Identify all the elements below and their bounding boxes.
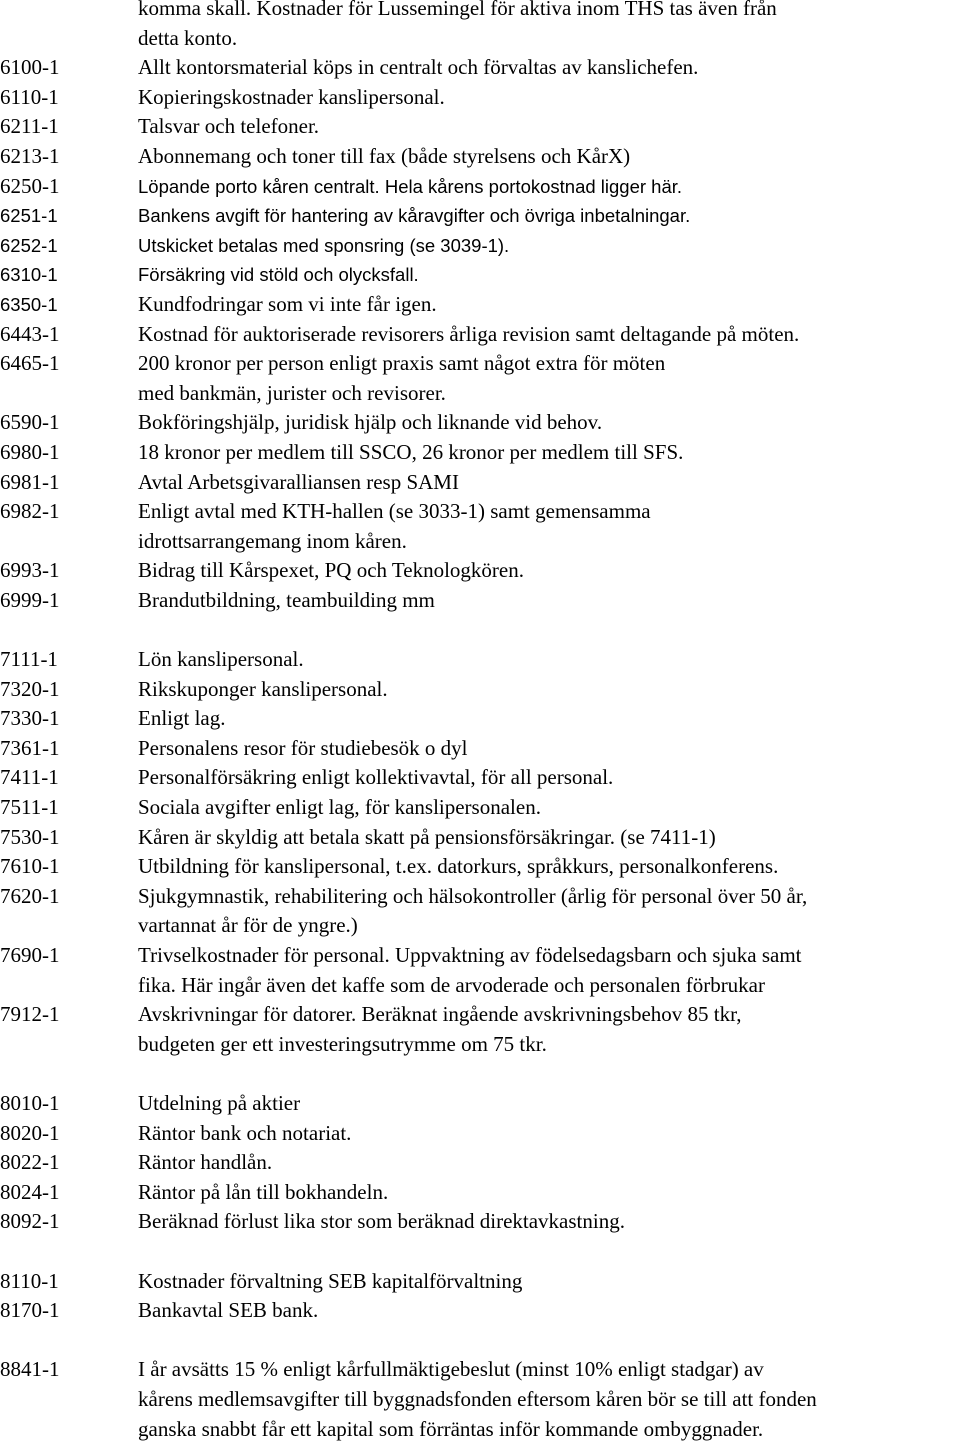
account-entry (0, 1355, 960, 1444)
description-line: Kostnad för auktoriserade revisorers årliga revision samt deltagande på möten. (138, 321, 800, 346)
account-code: 6100-1 (0, 55, 60, 80)
description-line: Kopieringskostnader kanslipersonal. (138, 84, 445, 109)
account-description (138, 704, 960, 734)
account-code: 7411-1 (0, 765, 59, 790)
account-code: 6250-1 (0, 173, 60, 198)
account-code: 6993-1 (0, 558, 60, 583)
account-description (138, 882, 960, 941)
account-description (138, 0, 960, 53)
description-line: Personalförsäkring enligt kollektivavtal, för all personal. (138, 765, 614, 790)
account-code: 8170-1 (0, 1298, 60, 1323)
account-entry (0, 1207, 960, 1237)
account-entry (0, 497, 960, 556)
description-line: Rikskuponger kanslipersonal. (138, 676, 388, 701)
description-line: I år avsätts 15 % enligt kårfullmäktigebeslut (minst 10% enligt stadgar) av (138, 1357, 764, 1382)
description-line: 200 kronor per person enligt praxis samt något extra för möten (138, 351, 666, 376)
account-entry (0, 882, 960, 941)
description-line: Trivselkostnader för personal. Uppvaktning av födelsedagsbarn och sjuka samt (138, 943, 802, 967)
description-line: detta konto. (138, 25, 238, 50)
account-description (138, 112, 960, 142)
description-line: Lön kanslipersonal. (138, 647, 304, 672)
account-code: 8841-1 (0, 1357, 60, 1382)
account-description (138, 320, 960, 350)
description-line: Utdelning på aktier (138, 1090, 301, 1115)
account-code: 7320-1 (0, 676, 60, 701)
description-line: Utskicket betalas med sponsring (se 3039-1). (138, 234, 510, 256)
description-line: Räntor på lån till bokhandeln. (138, 1179, 389, 1204)
account-entry (0, 1178, 960, 1208)
account-code: 7610-1 (0, 854, 60, 879)
account-description (138, 1267, 960, 1297)
account-entry (0, 1267, 960, 1297)
account-description (138, 1089, 960, 1119)
description-line: Avtal Arbetsgivaralliansen resp SAMI (138, 469, 459, 494)
account-entry (0, 260, 960, 290)
description-line: kårens medlemsavgifter till byggnadsfonden eftersom kåren bör se till att fonden (138, 1386, 817, 1411)
account-entry (0, 645, 960, 675)
account-entry (0, 201, 960, 231)
account-entry (0, 349, 960, 408)
account-description (138, 1000, 960, 1059)
description-line: Sociala avgifter enligt lag, för kanslipersonalen. (138, 795, 541, 820)
description-line: Räntor handlån. (138, 1150, 273, 1175)
account-code: 6211-1 (0, 114, 59, 139)
account-entry (0, 172, 960, 202)
account-description (138, 201, 960, 231)
description-line: Kundfodringar som vi inte får igen. (138, 291, 437, 316)
description-line: 18 kronor per medlem till SSCO, 26 kronor per medlem till SFS. (138, 439, 684, 464)
description-line: Talsvar och telefoner. (138, 114, 320, 139)
account-code: 6980-1 (0, 439, 60, 464)
account-entry (0, 1000, 960, 1059)
account-entry (0, 556, 960, 586)
account-entry (0, 438, 960, 468)
account-code: 7620-1 (0, 883, 60, 908)
account-description (138, 675, 960, 705)
account-code: 7912-1 (0, 1002, 60, 1027)
account-description (138, 941, 960, 1000)
account-code: 8110-1 (0, 1268, 59, 1293)
description-line: Beräknad förlust lika stor som beräknad direktavkastning. (138, 1209, 625, 1234)
account-description (138, 1355, 960, 1444)
account-description (138, 468, 960, 498)
account-entry (0, 320, 960, 350)
account-code: 7330-1 (0, 706, 60, 731)
account-description (138, 823, 960, 853)
account-code: 6251-1 (0, 205, 58, 227)
account-description (138, 1178, 960, 1208)
account-code: 6981-1 (0, 469, 60, 494)
account-code: 8020-1 (0, 1120, 60, 1145)
account-entry (0, 734, 960, 764)
account-description (138, 497, 960, 556)
account-description (138, 1296, 960, 1326)
description-line: Räntor bank och notariat. (138, 1120, 352, 1145)
account-entry (0, 793, 960, 823)
account-description (138, 172, 960, 202)
account-entry (0, 941, 960, 1000)
description-line: Bankens avgift för hantering av kåravgifter och övriga inbetalningar. (138, 205, 691, 227)
description-line: med bankmän, jurister och revisorer. (138, 380, 446, 405)
account-entry (0, 408, 960, 438)
description-line: ganska snabbt får ett kapital som förräntas inför kommande ombyggnader. (138, 1416, 764, 1441)
description-line: idrottsarrangemang inom kåren. (138, 528, 407, 553)
description-line: Bokföringshjälp, juridisk hjälp och liknande vid behov. (138, 410, 603, 435)
account-entry (0, 1089, 960, 1119)
account-description (138, 231, 960, 261)
account-description (138, 556, 960, 586)
account-entry (0, 823, 960, 853)
account-description (138, 438, 960, 468)
account-entry (0, 1119, 960, 1149)
account-code: 8010-1 (0, 1090, 60, 1115)
account-code: 7511-1 (0, 795, 59, 820)
description-line: Allt kontorsmaterial köps in centralt och förvaltas av kanslichefen. (138, 55, 699, 80)
account-entry (0, 1148, 960, 1178)
account-code: 6213-1 (0, 143, 60, 168)
account-description (138, 290, 960, 320)
account-code: 7111-1 (0, 647, 58, 672)
account-description (138, 408, 960, 438)
account-entry (0, 704, 960, 734)
description-line: Enligt lag. (138, 706, 226, 731)
account-description (138, 1148, 960, 1178)
account-entry (0, 112, 960, 142)
description-line: Kåren är skyldig att betala skatt på pensionsförsäkringar. (se 7411-1) (138, 824, 716, 849)
account-entry (0, 675, 960, 705)
account-description (138, 142, 960, 172)
account-code: 6465-1 (0, 351, 60, 376)
description-line: Personalens resor för studiebesök o dyl (138, 735, 468, 760)
account-code: 6350-1 (0, 293, 58, 315)
account-entry (0, 83, 960, 113)
description-line: komma skall. Kostnader för Lussemingel för aktiva inom THS tas även från (138, 0, 777, 20)
description-line: Försäkring vid stöld och olycksfall. (138, 264, 419, 286)
account-description (138, 645, 960, 675)
account-code: 6252-1 (0, 234, 58, 256)
account-description (138, 260, 960, 290)
account-code: 8024-1 (0, 1179, 60, 1204)
description-line: Brandutbildning, teambuilding mm (138, 587, 435, 612)
account-code: 6310-1 (0, 264, 58, 286)
account-code: 6982-1 (0, 499, 60, 524)
account-code: 6110-1 (0, 84, 59, 109)
account-entry (0, 53, 960, 83)
description-line: Avskrivningar för datorer. Beräknat ingående avskrivningsbehov 85 tkr, (138, 1002, 742, 1027)
account-code: 6590-1 (0, 410, 60, 435)
account-entry (0, 231, 960, 261)
description-line: Enligt avtal med KTH-hallen (se 3033-1) samt gemensamma (138, 499, 651, 524)
account-entry (0, 586, 960, 616)
description-line: Sjukgymnastik, rehabilitering och hälsokontroller (årlig för personal över 50 år, (138, 883, 808, 908)
account-code: 7690-1 (0, 943, 60, 967)
description-line: Abonnemang och toner till fax (både styrelsens och KårX) (138, 143, 631, 168)
account-entry (0, 1296, 960, 1326)
description-line: Utbildning för kanslipersonal, t.ex. datorkurs, språkkurs, personalkonferens. (138, 854, 779, 879)
account-entry (0, 290, 960, 320)
account-description (138, 852, 960, 882)
account-entry (0, 0, 960, 53)
description-line: Löpande porto kåren centralt. Hela kårens portokostnad ligger här. (138, 175, 683, 197)
account-code: 7530-1 (0, 824, 60, 849)
account-code: 6443-1 (0, 321, 60, 346)
account-description (138, 1119, 960, 1149)
account-description (138, 349, 960, 408)
account-description (138, 734, 960, 764)
account-entry (0, 763, 960, 793)
description-line: vartannat år för de yngre.) (138, 913, 358, 938)
account-code: 8092-1 (0, 1209, 60, 1234)
account-code: 7361-1 (0, 735, 60, 760)
account-description (138, 586, 960, 616)
account-description (138, 53, 960, 83)
account-description (138, 763, 960, 793)
account-code: 6999-1 (0, 587, 60, 612)
description-line: fika. Här ingår även det kaffe som de arvoderade och personalen förbrukar (138, 972, 765, 997)
account-entry (0, 852, 960, 882)
account-code: 8022-1 (0, 1150, 60, 1175)
account-description (138, 1207, 960, 1237)
account-entry (0, 142, 960, 172)
description-line: Kostnader förvaltning SEB kapitalförvaltning (138, 1268, 523, 1293)
description-line: Bankavtal SEB bank. (138, 1298, 319, 1323)
account-description (138, 793, 960, 823)
account-description (138, 83, 960, 113)
description-line: Bidrag till Kårspexet, PQ och Teknologkören. (138, 558, 524, 583)
account-entry (0, 468, 960, 498)
description-line: budgeten ger ett investeringsutrymme om 75 tkr. (138, 1031, 547, 1056)
